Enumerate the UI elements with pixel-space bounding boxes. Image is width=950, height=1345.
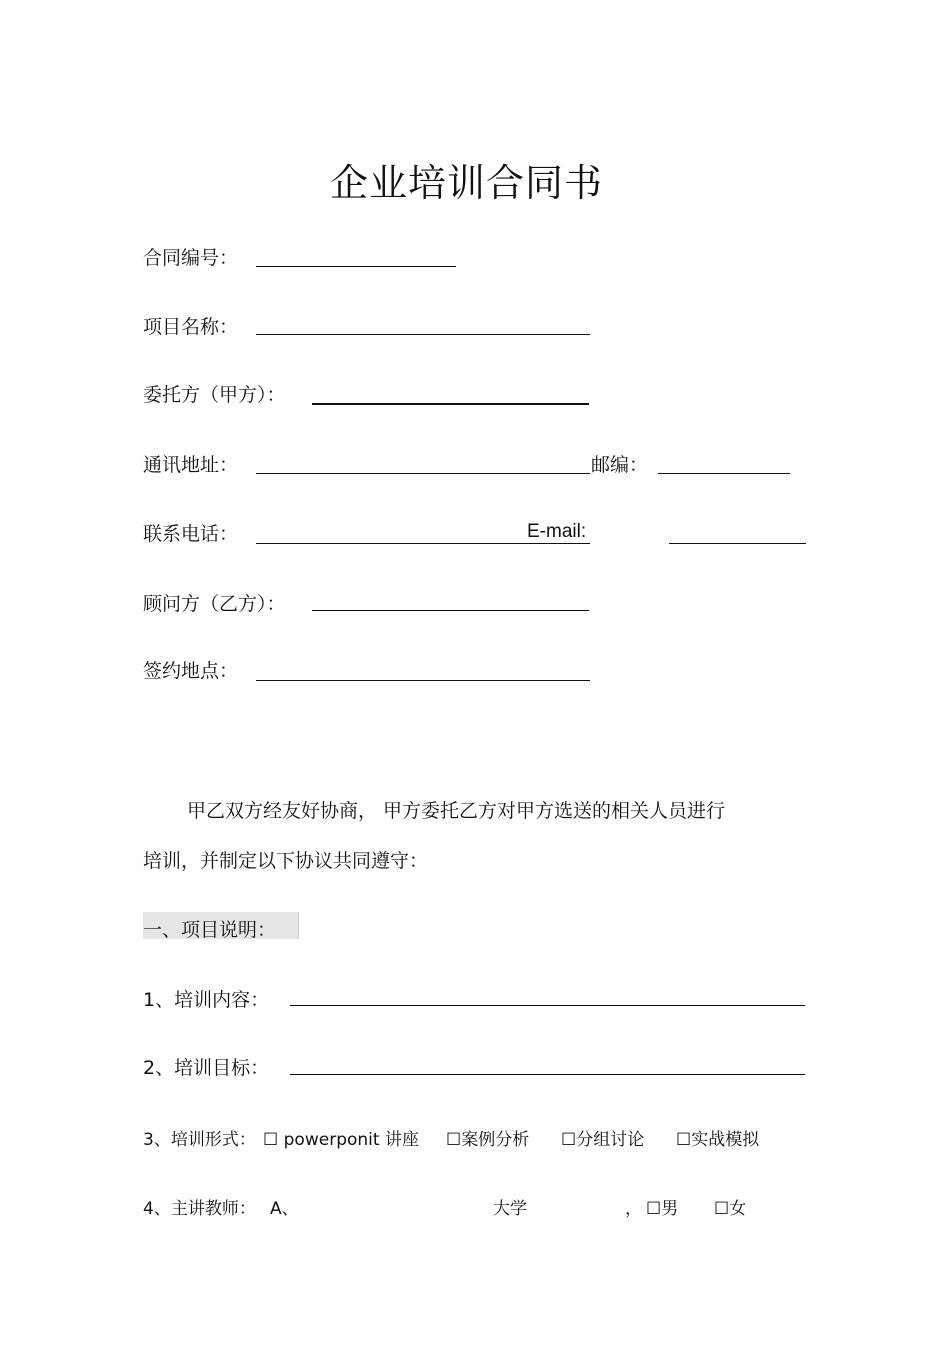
email-field[interactable] (669, 543, 806, 544)
gender-female-checkbox[interactable]: ☐女 (714, 1199, 747, 1219)
sign-place-field[interactable] (256, 680, 590, 681)
client-field[interactable] (312, 403, 589, 405)
email-label: E-mail: (527, 521, 587, 542)
client-label: 委托方（甲方）： (143, 384, 286, 406)
training-content-label: 1、培训内容： (143, 989, 270, 1011)
intro-line-2: 培训，并制定以下协议共同遵守： (143, 850, 429, 872)
consultant-label: 顾问方（乙方）： (143, 593, 286, 615)
training-goal-field[interactable] (290, 1074, 805, 1075)
lecturer-a-label: A、 (270, 1199, 299, 1219)
form-option-practical-simulation[interactable]: ☐实战模拟 (676, 1130, 760, 1150)
contract-no-label: 合同编号： (143, 247, 239, 269)
section-1-heading: 一、项目说明： (143, 919, 277, 941)
gender-male-checkbox[interactable]: ☐男 (646, 1199, 679, 1219)
postcode-label: 邮编： (591, 454, 649, 476)
university-label: 大学 (493, 1199, 527, 1219)
lecturer-label: 4、主讲教师： (143, 1199, 256, 1219)
project-name-field[interactable] (256, 334, 590, 335)
document-title: 企业培训合同书 (330, 161, 604, 205)
sign-place-label: 签约地点： (143, 660, 239, 682)
form-option-powerpoint[interactable]: ☐ powerponit 讲座 (263, 1130, 419, 1150)
address-field[interactable] (256, 473, 590, 474)
consultant-field[interactable] (312, 610, 589, 611)
training-form-label: 3、培训形式： (143, 1130, 256, 1150)
training-content-field[interactable] (290, 1005, 805, 1006)
intro-line-1: 甲乙双方经友好协商， 甲方委托乙方对甲方选送的相关人员进行 (187, 800, 726, 822)
form-option-case-analysis[interactable]: ☐案例分析 (446, 1130, 530, 1150)
comma-separator: ， (625, 1199, 642, 1219)
training-goal-label: 2、培训目标： (143, 1057, 270, 1079)
contract-no-field[interactable] (256, 266, 456, 267)
postcode-field[interactable] (658, 473, 790, 474)
address-label: 通讯地址： (143, 454, 239, 476)
phone-field[interactable] (256, 543, 590, 544)
phone-label: 联系电话： (143, 523, 239, 545)
project-name-label: 项目名称： (143, 316, 239, 338)
form-option-group-discussion[interactable]: ☐分组讨论 (561, 1130, 645, 1150)
